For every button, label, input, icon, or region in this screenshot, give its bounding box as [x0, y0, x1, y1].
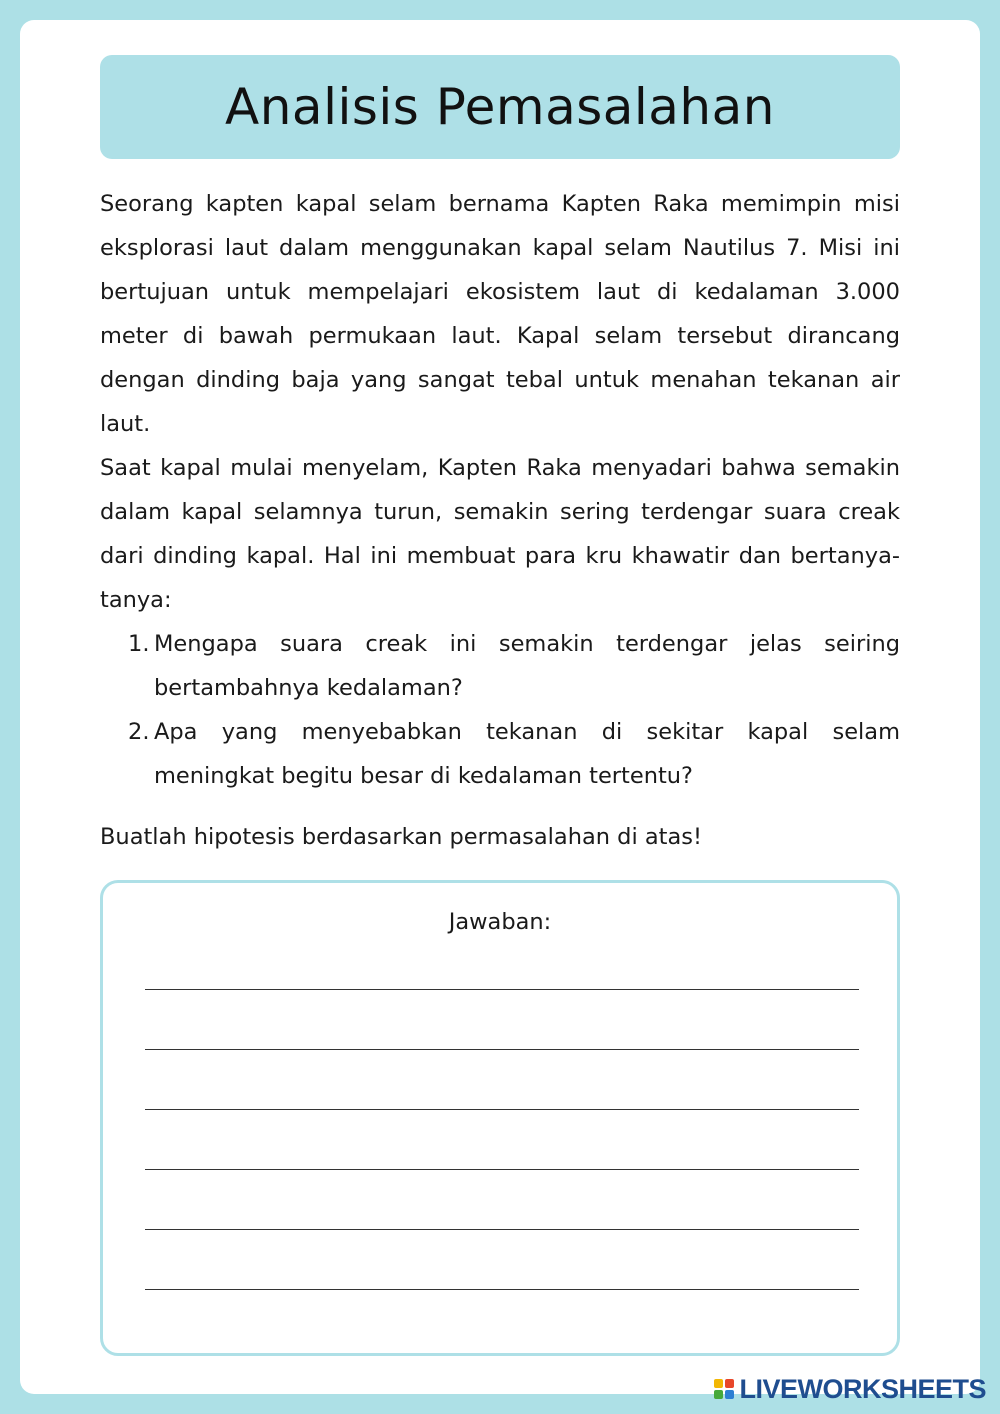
answer-label: Jawaban:	[448, 909, 552, 935]
logo-text: LIVEWORKSHEETS	[739, 1373, 986, 1404]
question-number: 1.	[128, 631, 150, 657]
question-item	[100, 622, 900, 710]
question-list	[100, 622, 900, 798]
paragraph-1: Seorang kapten kapal selam bernama Kapten Raka memimpin misi eksplorasi laut dalam menggunakan kapal selam Nautilus 7. Misi ini bertujuan untuk mempelajari ekosistem laut di kedalaman 3.000 meter di bawah permukaan laut. Kapal selam tersebut dirancang dengan dinding baja yang sangat tebal untuk menahan tekanan air laut.	[100, 191, 900, 437]
liveworksheets-logo	[714, 1374, 986, 1404]
logo-icon	[714, 1379, 734, 1399]
problem-text	[100, 182, 900, 798]
worksheet-page	[20, 20, 980, 1394]
instruction-text: Buatlah hipotesis berdasarkan permasalahan di atas!	[100, 824, 702, 850]
question-text: Apa yang menyebabkan tekanan di sekitar kapal selam meningkat begitu besar di kedalaman tertentu?	[154, 719, 900, 789]
paragraph-2: Saat kapal mulai menyelam, Kapten Raka menyadari bahwa semakin dalam kapal selamnya turun, semakin sering terdengar suara creak dari dinding kapal. Hal ini membuat para kru khawatir dan bertanya-tanya:	[100, 455, 900, 613]
answer-line-3[interactable]	[145, 1109, 859, 1110]
answer-line-5[interactable]	[145, 1229, 859, 1230]
answer-line-6[interactable]	[145, 1289, 859, 1290]
page-title: Analisis Pemasalahan	[225, 78, 775, 136]
title-banner	[100, 55, 900, 159]
answer-box[interactable]	[100, 880, 900, 1356]
answer-line-1[interactable]	[145, 989, 859, 990]
question-item	[100, 710, 900, 798]
question-number: 2.	[128, 719, 150, 745]
answer-line-4[interactable]	[145, 1169, 859, 1170]
question-text: Mengapa suara creak ini semakin terdengar jelas seiring bertambahnya kedalaman?	[154, 631, 900, 701]
answer-line-2[interactable]	[145, 1049, 859, 1050]
